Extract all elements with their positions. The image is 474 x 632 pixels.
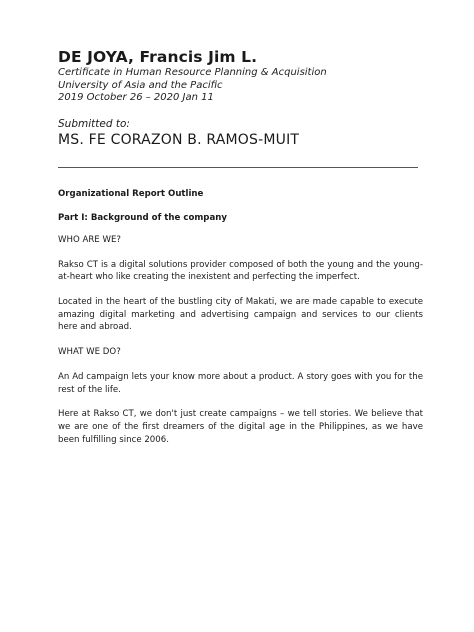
recipient-name: MS. FE CORAZON B. RAMOS-MUIT bbox=[58, 131, 300, 148]
question-who-are-we: WHO ARE WE? bbox=[58, 234, 121, 245]
question-what-we-do: WHAT WE DO? bbox=[58, 347, 121, 358]
document-content bbox=[58, 47, 423, 446]
period-line: 2019 October 26 – 2020 Jan 11 bbox=[58, 92, 214, 103]
paragraph-3: An Ad campaign lets your know more about a product. A story goes with you for the rest of the life. bbox=[58, 371, 423, 395]
paragraph-1: Rakso CT is a digital solutions provider composed of both the young and the young-at-heart who like creating the inexistent and perfecting the imperfect. bbox=[58, 259, 423, 283]
paragraph-4: Here at Rakso CT, we don't just create campaigns – we tell stories. We believe that we are one of the first dreamers of the digital age in the Philippines, as we have been fulfilling since 2006. bbox=[58, 409, 423, 445]
certificate-line: Certificate in Human Resource Planning & Acquisition bbox=[58, 67, 327, 78]
header-divider bbox=[58, 167, 418, 168]
report-title: Organizational Report Outline bbox=[58, 188, 204, 199]
submitted-to-label: Submitted to: bbox=[58, 117, 130, 130]
author-name: DE JOYA, Francis Jim L. bbox=[58, 48, 258, 66]
paragraph-2: Located in the heart of the bustling city of Makati, we are made capable to execute amazing digital marketing and advertising campaign and services to our clients here and abroad. bbox=[58, 297, 423, 333]
report-body bbox=[58, 188, 423, 447]
university-line: University of Asia and the Pacific bbox=[58, 79, 223, 91]
part1-title: Part I: Background of the company bbox=[58, 213, 227, 224]
